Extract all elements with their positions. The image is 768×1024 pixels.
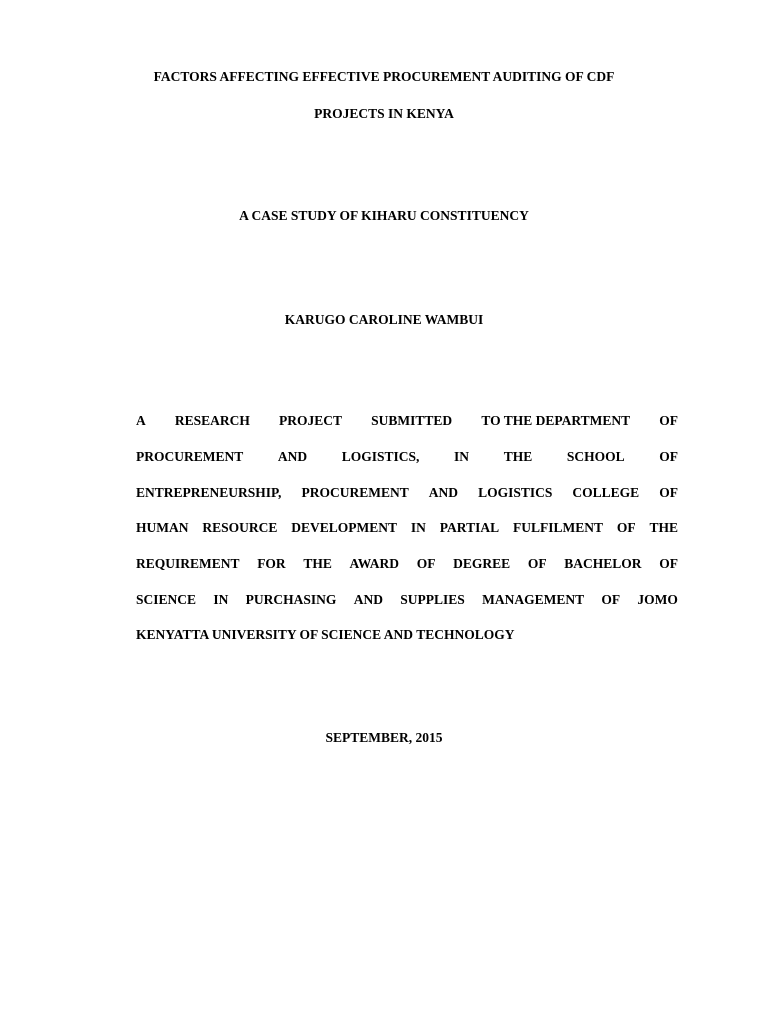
statement-word: TO THE DEPARTMENT bbox=[481, 413, 631, 428]
statement-word: OF bbox=[527, 556, 547, 571]
statement-word: AND bbox=[428, 485, 459, 500]
statement-word: FOR bbox=[257, 556, 286, 571]
title-line-2: PROJECTS IN KENYA bbox=[314, 106, 454, 121]
statement-word: OF bbox=[659, 449, 678, 464]
statement-word: BACHELOR bbox=[564, 556, 642, 571]
statement-word: OF bbox=[601, 592, 621, 607]
statement-word: OF bbox=[659, 413, 678, 428]
statement-word: SUPPLIES bbox=[400, 592, 465, 607]
statement-word: REQUIREMENT bbox=[136, 556, 240, 571]
statement-word: IN bbox=[213, 592, 229, 607]
statement-line-7: KENYATTA UNIVERSITY OF SCIENCE AND TECHNOLOGY bbox=[136, 627, 515, 642]
statement-line-2 bbox=[136, 449, 678, 465]
statement-word: DEVELOPMENT bbox=[291, 520, 398, 535]
statement-word: SUBMITTED bbox=[371, 413, 453, 428]
statement-word: OF bbox=[416, 556, 436, 571]
statement-word: MANAGEMENT bbox=[482, 592, 585, 607]
statement-line-3 bbox=[136, 485, 678, 501]
statement-word: THE bbox=[303, 556, 332, 571]
statement-word: SCHOOL bbox=[566, 449, 625, 464]
statement-word: IN bbox=[454, 449, 470, 464]
statement-word: RESOURCE bbox=[202, 520, 278, 535]
statement-word: JOMO bbox=[637, 592, 678, 607]
statement-word: IN bbox=[410, 520, 426, 535]
statement-word: THE bbox=[503, 449, 533, 464]
statement-word: AND bbox=[277, 449, 308, 464]
statement-word: PARTIAL bbox=[439, 520, 500, 535]
statement-word: ENTREPRENEURSHIP, bbox=[136, 485, 282, 500]
statement-line-6 bbox=[136, 592, 678, 608]
statement-line-4 bbox=[136, 520, 678, 536]
statement-word: OF bbox=[659, 556, 678, 571]
subtitle: A CASE STUDY OF KIHARU CONSTITUENCY bbox=[239, 208, 529, 223]
statement-word: PROJECT bbox=[279, 413, 343, 428]
statement-line-1 bbox=[136, 413, 678, 429]
statement-word: PROCUREMENT bbox=[301, 485, 409, 500]
statement-word: LOGISTICS, bbox=[341, 449, 420, 464]
submission-date: SEPTEMBER, 2015 bbox=[325, 730, 443, 745]
statement-word: HUMAN bbox=[136, 520, 189, 535]
statement-word: FULFILMENT bbox=[512, 520, 603, 535]
title-line-1: FACTORS AFFECTING EFFECTIVE PROCUREMENT AUDITING OF CDF bbox=[153, 69, 615, 84]
statement-word: RESEARCH bbox=[174, 413, 250, 428]
statement-word: AND bbox=[353, 592, 383, 607]
statement-word: OF bbox=[659, 485, 678, 500]
statement-word: LOGISTICS bbox=[478, 485, 553, 500]
author-name: KARUGO CAROLINE WAMBUI bbox=[284, 312, 484, 327]
statement-word: DEGREE bbox=[453, 556, 511, 571]
statement-word: AWARD bbox=[349, 556, 400, 571]
statement-word: SCIENCE bbox=[136, 592, 197, 607]
statement-word: OF bbox=[616, 520, 636, 535]
statement-word: THE bbox=[649, 520, 678, 535]
statement-word: A bbox=[136, 413, 146, 428]
statement-word: COLLEGE bbox=[572, 485, 640, 500]
statement-word: PROCUREMENT bbox=[136, 449, 244, 464]
statement-word: PURCHASING bbox=[245, 592, 337, 607]
statement-line-5 bbox=[136, 556, 678, 572]
